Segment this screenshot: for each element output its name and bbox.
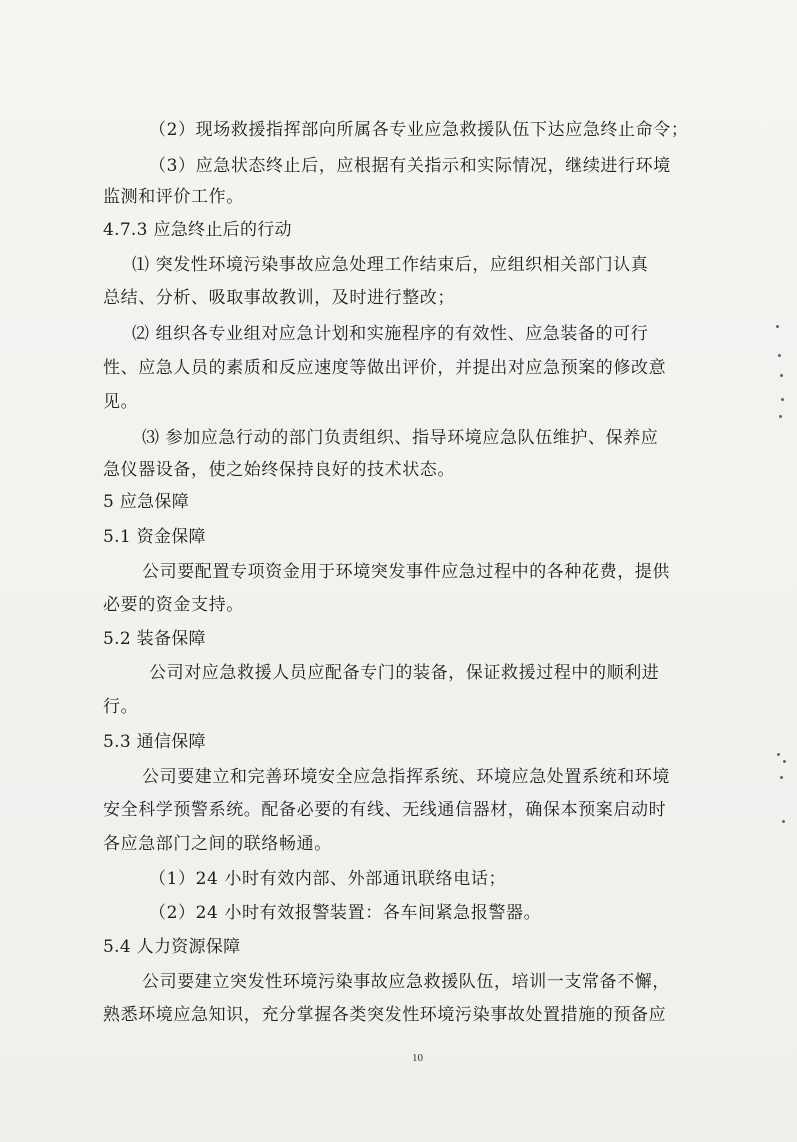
- scan-speck: [781, 398, 784, 401]
- paragraph-line: 性、应急人员的素质和反应速度等做出评价，并提出对应急预案的修改意: [103, 358, 667, 378]
- paragraph-line: ⑴ 突发性环境污染事故应急处理工作结束后，应组织相关部门认真: [132, 255, 649, 275]
- section-heading: 5 应急保障: [103, 492, 190, 512]
- scan-speck: [778, 354, 781, 357]
- scan-speck: [779, 415, 782, 418]
- paragraph-line: 熟悉环境应急知识，充分掌握各类突发性环境污染事故处置措施的预备应: [103, 1005, 667, 1025]
- paragraph-line: （3）应急状态终止后，应根据有关指示和实际情况，继续进行环境: [149, 156, 671, 176]
- paragraph-line: 公司要建立和完善环境安全应急指挥系统、环境应急处置系统和环境: [142, 767, 670, 787]
- scan-speck: [783, 760, 786, 763]
- paragraph-line: ⑶ 参加应急行动的部门负责组织、指导环境应急队伍维护、保养应: [142, 428, 659, 448]
- paragraph-line: 必要的资金支持。: [103, 595, 244, 615]
- paragraph-line: 公司对应急救援人员应配备专门的装备，保证救援过程中的顺利进: [149, 663, 660, 683]
- section-heading: 5.2 装备保障: [103, 629, 206, 649]
- paragraph-line: 各应急部门之间的联络畅通。: [103, 834, 332, 854]
- scan-speck: [777, 753, 780, 756]
- paragraph-line: 总结、分析、吸取事故教训，及时进行整改；: [103, 288, 455, 308]
- paragraph-line: 公司要配置专项资金用于环境突发事件应急过程中的各种花费，提供: [142, 562, 670, 582]
- page-number: 10: [412, 1052, 423, 1064]
- section-heading: 5.4 人力资源保障: [103, 937, 241, 957]
- paragraph-line: 公司要建立突发性环境污染事故应急救援队伍，培训一支常备不懈，: [142, 972, 670, 992]
- paragraph-line: （2）现场救援指挥部向所属各专业应急救援队伍下达应急终止命令；: [149, 120, 689, 140]
- scan-speck: [782, 820, 785, 823]
- paragraph-line: 安全科学预警系统。配备必要的有线、无线通信器材，确保本预案启动时: [103, 800, 667, 820]
- scan-speck: [780, 776, 783, 779]
- paragraph-line: 行。: [103, 697, 139, 717]
- section-heading: 5.1 资金保障: [103, 527, 206, 547]
- scan-speck: [776, 325, 779, 328]
- scan-speck: [780, 374, 783, 377]
- list-item: （2）24 小时有效报警装置：各车间紧急报警器。: [149, 903, 542, 923]
- paragraph-line: ⑵ 组织各专业组对应急计划和实施程序的有效性、应急装备的可行: [132, 324, 649, 344]
- paragraph-line: 急仪器设备，使之始终保持良好的技术状态。: [103, 460, 455, 480]
- list-item: （1）24 小时有效内部、外部通讯联络电话；: [149, 869, 507, 889]
- paragraph-line: 见。: [103, 392, 139, 412]
- paragraph-line: 监测和评价工作。: [103, 187, 244, 207]
- section-heading: 5.3 通信保障: [103, 732, 206, 752]
- section-heading: 4.7.3 应急终止后的行动: [103, 220, 292, 240]
